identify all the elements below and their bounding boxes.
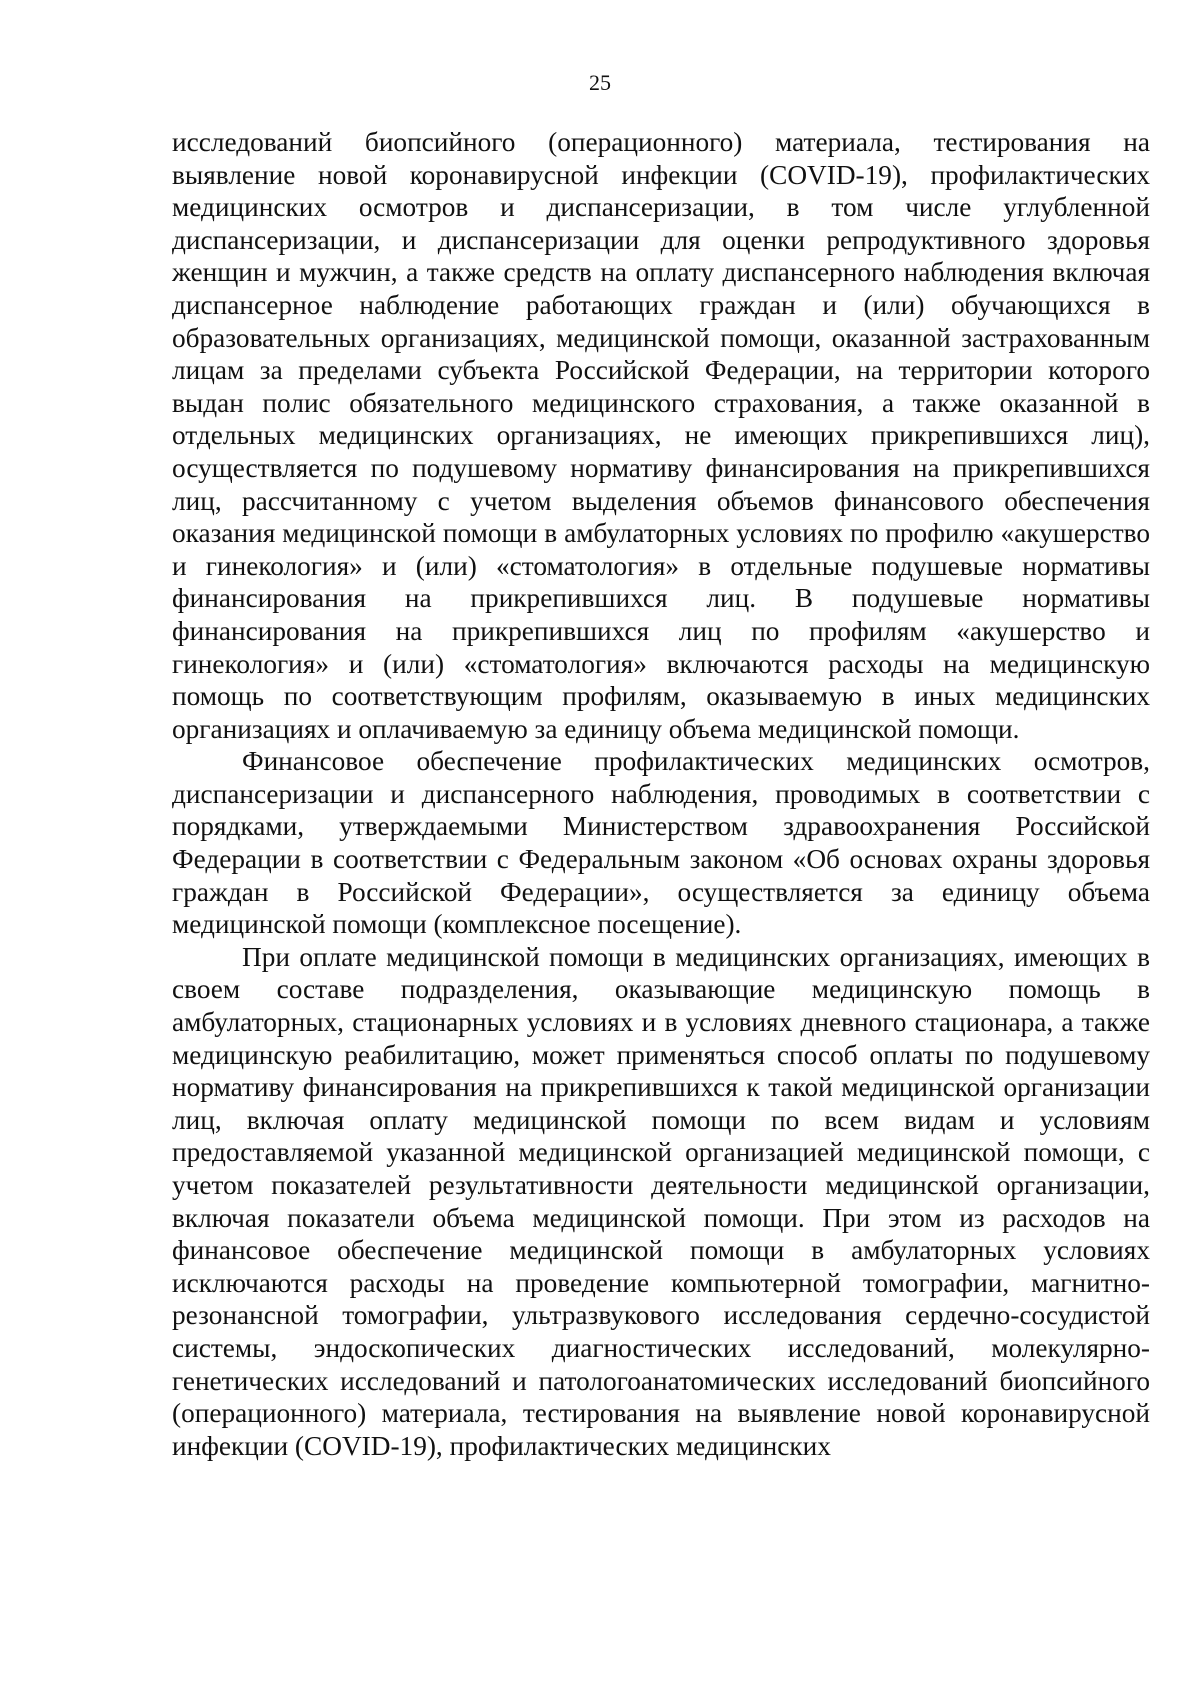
paragraph-continuation: исследований биопсийного (операционного) материала, тестирования на выявление новой коронавирусной инфекции (COVID-19), профилактических медицинских осмотров и диспансеризации, в том числе углубленной диспансеризации, и диспансеризации для оценки репродуктивного здоровья женщин и мужчин, а также средств на оплату диспансерного наблюдения включая диспансерное наблюдение работающих граждан и (или) обучающихся в образовательных организациях, медицинской помощи, оказанной застрахованным лицам за пределами субъекта Российской Федерации, на территории которого выдан полис обязательного медицинского страхования, а также оказанной в отдельных медицинских организациях, не имеющих прикрепившихся лиц), осуществляется по подушевому нормативу финансирования на прикрепившихся лиц, рассчитанному с учетом выделения объемов финансового обеспечения оказания медицинской помощи в амбулаторных условиях по профилю «акушерство и гинекология» и (или) «стоматология» в отдельные подушевые нормативы финансирования на прикрепившихся лиц. В подушевые нормативы финансирования на прикрепившихся лиц по профилям «акушерство и гинекология» и (или) «стоматология» включаются расходы на медицинскую помощь по соответствующим профилям, оказываемую в иных медицинских организациях и оплачиваемую за единицу объема медицинской помощи.	[172, 127, 1150, 744]
paragraph-payment-methods: При оплате медицинской помощи в медицинских организациях, имеющих в своем составе подразделения, оказывающие медицинскую помощь в амбулаторных, стационарных условиях и в условиях дневного стационара, а также медицинскую реабилитацию, может применяться способ оплаты по подушевому нормативу финансирования на прикрепившихся к такой медицинской организации лиц, включая оплату медицинской помощи по всем видам и условиям предоставляемой указанной медицинской организацией медицинской помощи, с учетом показателей результативности деятельности медицинской организации, включая показатели объема медицинской помощи. При этом из расходов на финансовое обеспечение медицинской помощи в амбулаторных условиях исключаются расходы на проведение компьютерной томографии, магнитно-резонансной томографии, ультразвукового исследования сердечно-сосудистой системы, эндоскопических диагностических исследований, молекулярно-генетических исследований и патологоанатомических исследований биопсийного (операционного) материала, тестирования на выявление новой коронавирусной инфекции (COVID-19), профилактических медицинских	[172, 941, 1150, 1461]
paragraph-financing-checkups: Финансовое обеспечение профилактических медицинских осмотров, диспансеризации и диспансерного наблюдения, проводимых в соответствии с порядками, утверждаемыми Министерством здравоохранения Российской Федерации в соответствии с Федеральным законом «Об основах охраны здоровья граждан в Российской Федерации», осуществляется за единицу объема медицинской помощи (комплексное посещение).	[172, 746, 1150, 940]
body-text	[172, 126, 1150, 1462]
page-number: 25	[589, 70, 611, 95]
